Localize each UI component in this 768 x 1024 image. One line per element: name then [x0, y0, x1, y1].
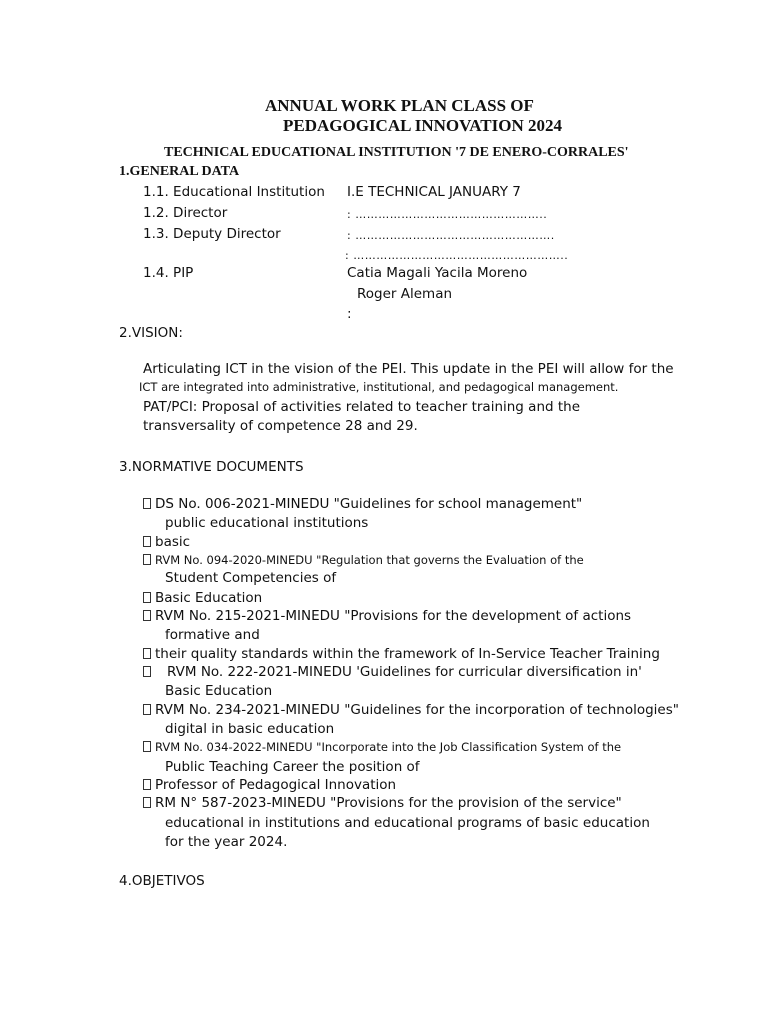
document-item-cont: formative and	[165, 627, 260, 643]
vision-line-4: transversality of competence 28 and 29.	[143, 418, 418, 434]
director-label: 1.2. Director	[143, 205, 228, 221]
document-title-line1: ANNUAL WORK PLAN CLASS OF	[265, 96, 534, 115]
deputy-director-label: 1.3. Deputy Director	[143, 226, 281, 242]
bullet-icon	[143, 797, 151, 808]
document-item: RVM No. 094-2020-MINEDU "Regulation that governs the Evaluation of the	[143, 554, 584, 567]
vision-line-2: ICT are integrated into administrative, institutional, and pedagogical management.	[139, 380, 619, 394]
educational-institution-value: I.E TECHNICAL JANUARY 7	[347, 184, 521, 200]
extra-blank-value: : ………………………………………………..	[345, 249, 569, 262]
document-item: RVM No. 034-2022-MINEDU "Incorporate into the Job Classification System of the	[143, 741, 621, 754]
bullet-icon	[143, 648, 151, 659]
institution-name: TECHNICAL EDUCATIONAL INSTITUTION '7 DE ENERO-CORRALES'	[164, 145, 629, 160]
document-item: Professor of Pedagogical Innovation	[143, 779, 396, 793]
bullet-icon	[143, 554, 151, 565]
general-data-heading: 1.GENERAL DATA	[119, 164, 240, 179]
bullet-icon	[143, 498, 151, 509]
objectives-heading: 4.OBJETIVOS	[119, 873, 205, 889]
normative-heading: 3.NORMATIVE DOCUMENTS	[119, 459, 304, 475]
document-item: basic	[143, 536, 190, 550]
document-item-cont: Student Competencies of	[165, 570, 337, 586]
pip-name-1: Catia Magali Yacila Moreno	[347, 265, 528, 281]
bullet-icon	[143, 779, 151, 790]
document-item-cont: digital in basic education	[165, 721, 335, 737]
document-item-cont: Public Teaching Career the position of	[165, 759, 420, 775]
document-item-cont: public educational institutions	[165, 515, 369, 531]
pip-name-2: Roger Aleman	[357, 286, 453, 302]
document-item: RVM No. 234-2021-MINEDU "Guidelines for the incorporation of technologies"	[143, 704, 679, 718]
director-value: : …………………………………………..	[347, 208, 548, 221]
document-item: their quality standards within the framework of In-Service Teacher Training	[143, 648, 660, 662]
educational-institution-label: 1.1. Educational Institution	[143, 184, 325, 200]
bullet-icon	[143, 610, 151, 621]
bullet-icon	[143, 666, 151, 677]
bullet-icon	[143, 592, 151, 603]
vision-line-3: PAT/PCI: Proposal of activities related to teacher training and the	[143, 399, 581, 415]
bullet-icon	[143, 536, 151, 547]
deputy-director-value: : …………………………………………….	[347, 229, 555, 242]
document-title-line2: PEDAGOGICAL INNOVATION 2024	[283, 116, 562, 135]
document-item: DS No. 006-2021-MINEDU "Guidelines for school management"	[143, 498, 582, 512]
document-item: Basic Education	[143, 592, 262, 606]
document-item-cont: educational in institutions and educational programs of basic education	[165, 815, 650, 831]
document-item: RM N° 587-2023-MINEDU "Provisions for the provision of the service"	[143, 797, 622, 811]
document-item-cont: Basic Education	[165, 683, 273, 699]
bullet-icon	[143, 704, 151, 715]
document-item-cont: for the year 2024.	[165, 834, 288, 850]
pip-blank: :	[347, 306, 352, 322]
bullet-icon	[143, 741, 151, 752]
vision-heading: 2.VISION:	[119, 325, 183, 341]
vision-line-1: Articulating ICT in the vision of the PEI. This update in the PEI will allow for the	[143, 361, 674, 377]
document-item: RVM No. 215-2021-MINEDU "Provisions for the development of actions	[143, 610, 631, 624]
document-item: RVM No. 222-2021-MINEDU 'Guidelines for curricular diversification in'	[143, 666, 642, 680]
pip-label: 1.4. PIP	[143, 265, 194, 281]
